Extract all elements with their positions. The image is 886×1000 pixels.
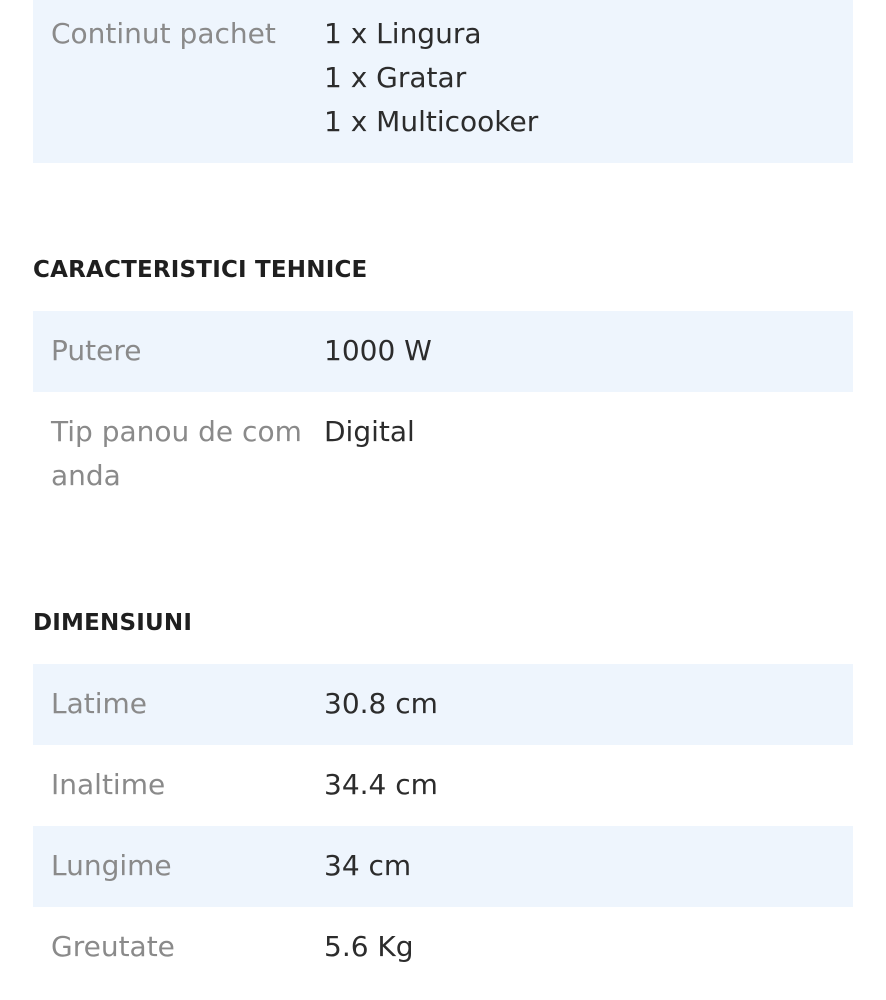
spec-value: 34 cm	[324, 849, 412, 882]
spec-value: 1000 W	[324, 334, 432, 367]
spec-row-power	[33, 311, 853, 392]
spec-row-length	[33, 826, 853, 907]
spec-row-control-panel	[33, 392, 853, 517]
spec-label: Putere	[51, 334, 142, 367]
spec-label: Latime	[51, 687, 148, 720]
spec-label: Tip panou de comanda	[51, 415, 302, 492]
spec-value-list	[324, 12, 853, 144]
spec-label: Lungime	[51, 849, 172, 882]
package-item: 1 x Gratar	[324, 61, 467, 94]
spec-value: 30.8 cm	[324, 687, 438, 720]
spec-label: Greutate	[51, 930, 175, 963]
spec-row-width	[33, 664, 853, 745]
spec-label: Inaltime	[51, 768, 166, 801]
spec-value: 34.4 cm	[324, 768, 438, 801]
spec-value: Digital	[324, 415, 415, 448]
section-title-technical: CARACTERISTICI TEHNICE	[33, 257, 368, 283]
spec-label: Continut pachet	[51, 17, 276, 50]
section-title-dimensions: DIMENSIUNI	[33, 610, 193, 636]
spec-value: 5.6 Kg	[324, 930, 414, 963]
spec-row-weight	[33, 907, 853, 988]
spec-row-height	[33, 745, 853, 826]
spec-row-package-contents	[33, 0, 853, 163]
package-item: 1 x Multicooker	[324, 105, 539, 138]
package-item: 1 x Lingura	[324, 17, 482, 50]
